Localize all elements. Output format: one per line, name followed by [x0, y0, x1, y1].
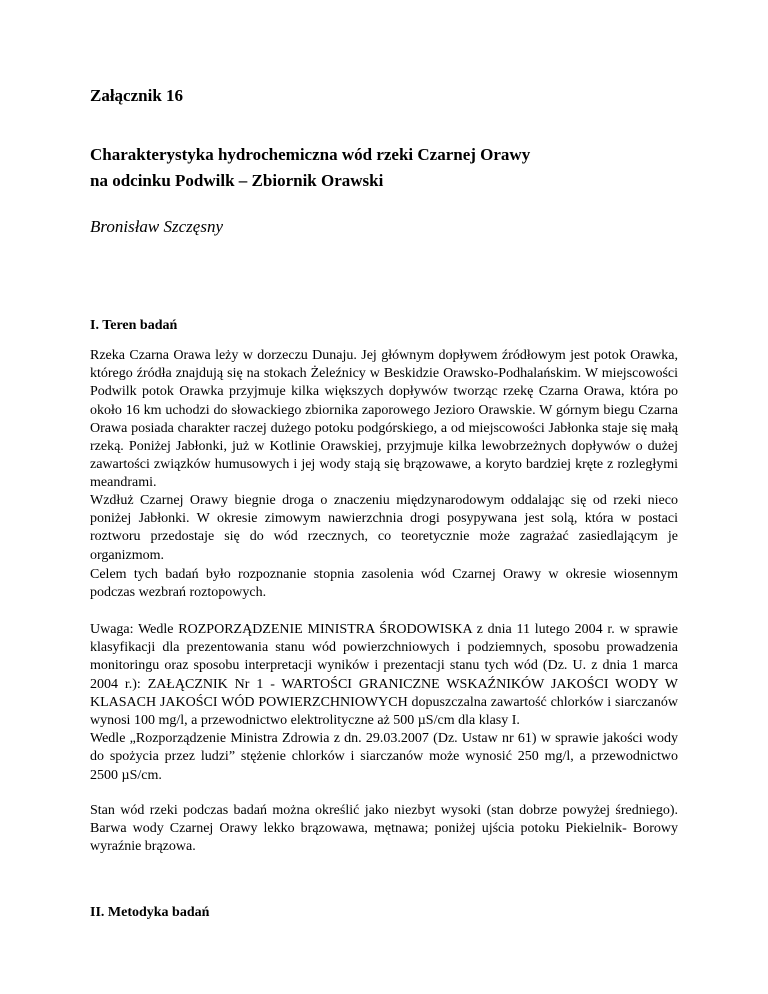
section-heading-1: I. Teren badań [90, 318, 178, 333]
annex-label: Załącznik 16 [90, 86, 184, 105]
paragraph-4: Stan wód rzeki podczas badań można określić jako niezbyt wysoki (stan dobrze powyżej średniego). Barwa wody Czarnej Orawy lekko brązowawa, mętnawa; poniżej ujścia potoku Piekielnik- Borowy wyraźnie brązowa. [90, 803, 678, 855]
note-block [90, 621, 678, 785]
author-name: Bronisław Szczęsny [90, 217, 224, 236]
document-title [90, 142, 530, 194]
title-line-1: Charakterystyka hydrochemiczna wód rzeki Czarnej Orawy [90, 145, 531, 164]
title-line-2: na odcinku Podwilk – Zbiornik Orawski [90, 171, 384, 190]
paragraph-1: Rzeka Czarna Orawa leży w dorzeczu Dunaju. Jej głównym dopływem źródłowym jest potok Orawka, którego źródła znajdują się na stokach Żeleźnicy w Beskidzie Orawsko-Podhalańskim. W miejscowości Podwilk potok Orawka przyjmuje kilka większych dopływów tworząc rzekę Czarna Orawa, która po około 16 km uchodzi do słowackiego zbiornika zaporowego Jezioro Orawskie. W górnym biegu Czarna Orawa posiada charakter raczej dużego potoku podgórskiego, a od miejscowości Jabłonka staje się małą rzeką. Poniżej Jabłonki, już w Kotlinie Orawskiej, przyjmuje kilka lewobrzeżnych dopływów o dużej zawartości związków humusowych i jej wody stają się brązowawe, a koryto bardziej kręte z rozległymi meandrami. [90, 348, 678, 491]
note-regulation-2: Wedle „Rozporządzenie Ministra Zdrowia z dn. 29.03.2007 (Dz. Ustaw nr 61) w sprawie jakości wody do spożycia przez ludzi” stężenie chlorków i siarczanów może wynosić 250 mg/l, a przewodnictwo 2500 µS/cm. [90, 731, 678, 783]
paragraph-3: Celem tych badań było rozpoznanie stopnia zasolenia wód Czarnej Orawy w okresie wiosennym podczas wezbrań roztopowych. [90, 567, 678, 601]
paragraph-2: Wzdłuż Czarnej Orawy biegnie droga o znaczeniu międzynarodowym oddalając się od rzeki nieco poniżej Jabłonki. W okresie zimowym nawierzchnia drogi posypywana jest solą, która w postaci roztworu przedostaje się do wód rzecznych, co teoretycznie może zagrażać zasiedlającym je organizmom. [90, 493, 678, 563]
note-regulation-1: Uwaga: Wedle ROZPORZĄDZENIE MINISTRA ŚRODOWISKA z dnia 11 lutego 2004 r. w sprawie klasyfikacji dla prezentowania stanu wód powierzchniowych i podziemnych, sposobu prowadzenia monitoringu oraz sposobu interpretacji wyników i prezentacji stanu tych wód (Dz. U. z dnia 1 marca 2004 r.): ZAŁĄCZNIK Nr 1 - WARTOŚCI GRANICZNE WSKAŹNIKÓW JAKOŚCI WODY W KLASACH JAKOŚCI WÓD POWIERZCHNIOWYCH dopuszczalna zawartość chlorków i siarczanów wynosi 100 mg/l, a przewodnictwo elektrolityczne aż 500 µS/cm dla klasy I. [90, 622, 678, 729]
section-heading-2: II. Metodyka badań [90, 905, 210, 920]
